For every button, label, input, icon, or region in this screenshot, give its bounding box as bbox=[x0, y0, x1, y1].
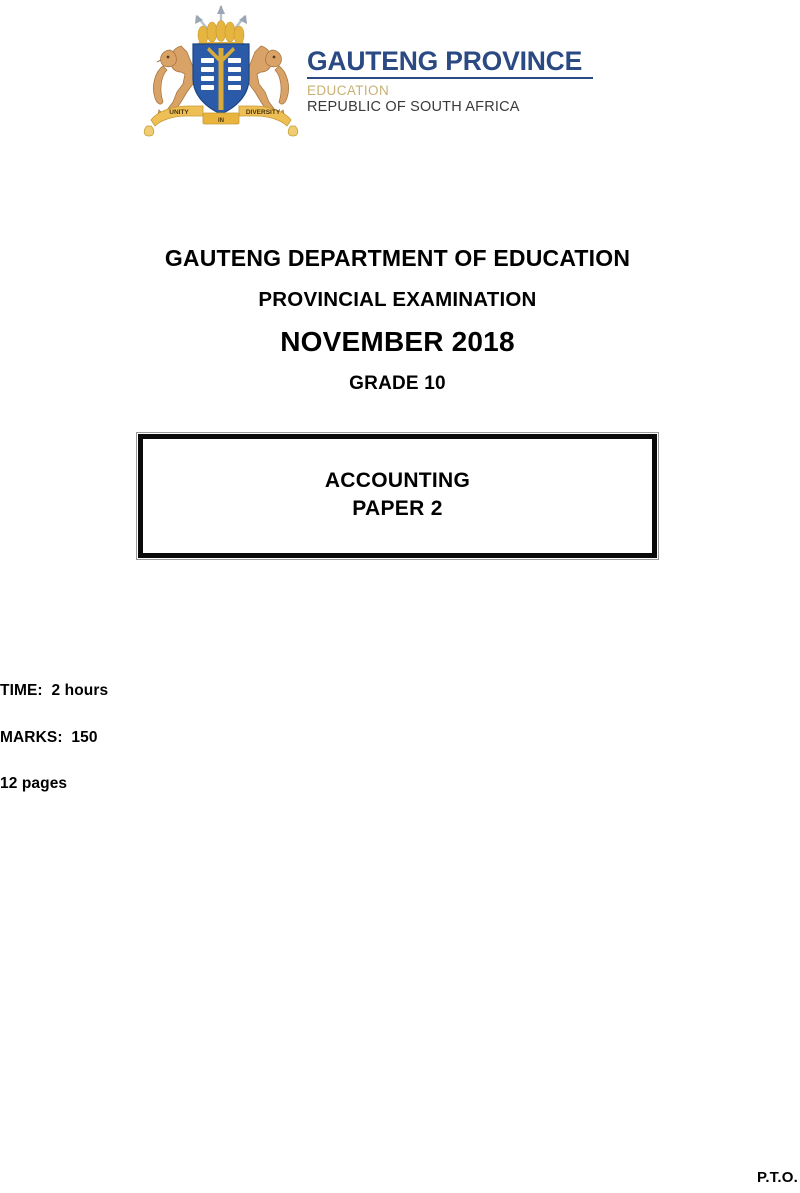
heading-month-year: NOVEMBER 2018 bbox=[280, 325, 515, 357]
subject-title: ACCOUNTING bbox=[324, 468, 471, 492]
country-subtitle: REPUBLIC OF SOUTH AFRICA bbox=[307, 99, 520, 116]
heading-grade: GRADE 10 bbox=[349, 372, 446, 394]
letterhead bbox=[137, 0, 597, 143]
info-marks: MARKS: 150 bbox=[0, 728, 98, 746]
title-underline bbox=[307, 77, 593, 79]
paper-number: PAPER 2 bbox=[352, 497, 443, 520]
subject-box-border bbox=[138, 434, 657, 558]
exam-headings bbox=[0, 247, 795, 393]
svg-text:UNITY: UNITY bbox=[169, 109, 189, 116]
department-subtitle: EDUCATION bbox=[307, 82, 390, 98]
subject-box bbox=[136, 432, 659, 560]
info-pages: 12 pages bbox=[0, 775, 68, 792]
south-africa-coat-of-arms-icon bbox=[137, 2, 305, 140]
letterhead-text bbox=[307, 48, 597, 116]
svg-text:IN: IN bbox=[218, 118, 224, 124]
subject-box-content bbox=[325, 467, 470, 526]
svg-text:DIVERSITY: DIVERSITY bbox=[245, 109, 281, 116]
heading-department: GAUTENG DEPARTMENT OF EDUCATION bbox=[164, 245, 631, 271]
province-title: GAUTENG PROVINCE bbox=[307, 46, 583, 76]
exam-info-block bbox=[0, 683, 320, 792]
heading-examination: PROVINCIAL EXAMINATION bbox=[258, 288, 537, 311]
footer-pto: P.T.O. bbox=[757, 1169, 798, 1186]
info-time: TIME: 2 hours bbox=[0, 682, 109, 699]
